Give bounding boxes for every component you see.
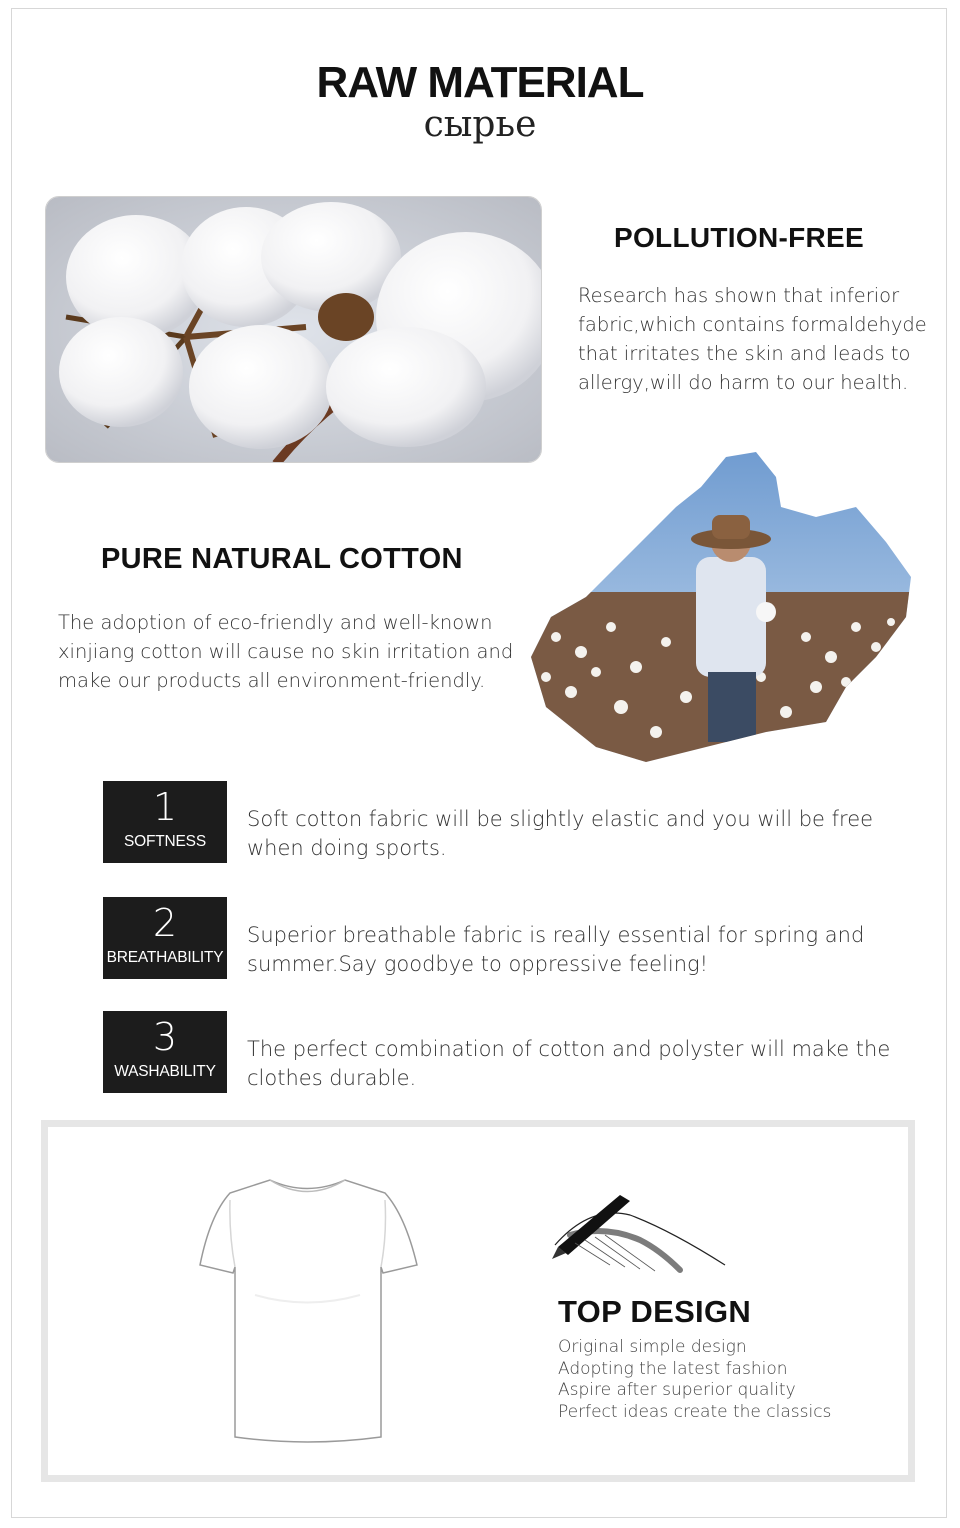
top-design-panel — [41, 1120, 915, 1482]
pure-cotton-text: The adoption of eco-friendly and well-known xinjiang cotton will cause no skin irritation and make our products all environment-friendly. — [58, 611, 514, 692]
feature-number: 3 — [152, 1015, 178, 1059]
pollution-free-heading: POLLUTION-FREE — [614, 222, 864, 253]
design-line: Aspire after superior quality — [558, 1380, 796, 1400]
feature-description: The perfect combination of cotton and polyster will make the clothes durable. — [247, 1037, 891, 1090]
cotton-farmer-photo — [526, 447, 918, 771]
page-subtitle: сырье — [423, 104, 537, 145]
pen-writing-sketch — [550, 1185, 730, 1285]
pure-cotton-heading: PURE NATURAL COTTON — [101, 543, 463, 575]
pollution-free-text: Research has shown that inferior fabric,which contains formaldehyde that irritates the skin and leads to allergy,will do harm to our health. — [578, 284, 927, 394]
feature-description: Superior breathable fabric is really essential for spring and summer.Say goodbye to oppressive feeling! — [247, 923, 865, 976]
cotton-boll-photo — [45, 196, 542, 463]
tshirt-illustration — [195, 1175, 420, 1447]
page-title: RAW MATERIAL — [316, 58, 644, 107]
feature-badge — [103, 1011, 227, 1093]
design-line: Original simple design — [558, 1337, 747, 1357]
design-line: Adopting the latest fashion — [558, 1358, 788, 1379]
feature-washability — [103, 1011, 903, 1093]
top-design-heading: TOP DESIGN — [558, 1294, 752, 1329]
feature-badge — [103, 897, 227, 979]
top-design-lines — [558, 1337, 831, 1423]
design-line: Perfect ideas create the classics — [558, 1401, 832, 1422]
feature-label: WASHABILITY — [114, 1063, 216, 1080]
feature-softness — [103, 781, 903, 863]
feature-label: SOFTNESS — [124, 833, 206, 850]
feature-description: Soft cotton fabric will be slightly elastic and you will be free when doing sports. — [247, 807, 874, 860]
feature-label: BREATHABILITY — [106, 949, 224, 966]
feature-breathability — [103, 897, 903, 979]
feature-number: 1 — [152, 785, 178, 829]
feature-badge — [103, 781, 227, 863]
feature-number: 2 — [152, 901, 178, 945]
